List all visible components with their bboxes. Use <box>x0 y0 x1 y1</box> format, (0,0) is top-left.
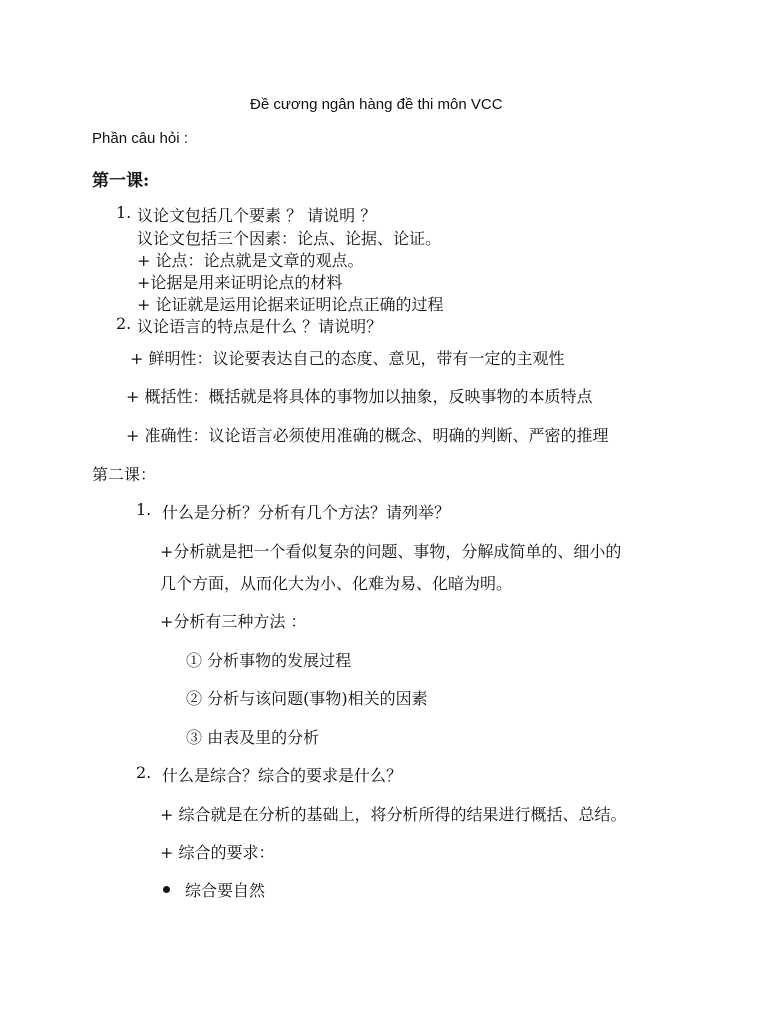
lesson2-method-item: ③ 由表及里的分析 <box>186 728 320 747</box>
lesson2-q2-question: 什么是综合？综合的要求是什么？ <box>162 766 403 785</box>
lesson2-method-item: ① 分析事物的发展过程 <box>186 651 352 670</box>
lesson2-q2-number: 2. <box>136 763 152 782</box>
lesson2-q2-answer-line: + 综合就是在分析的基础上，将分析所得的结果进行概括、总结。 <box>160 805 627 824</box>
lesson1-q1-question: 议论文包括几个要素 ？ 请说明 ？ <box>137 206 377 225</box>
lesson1-q2-answer-line: + 准确性：议论语言必须使用准确的概念、明确的判断、严密的推理 <box>126 426 609 445</box>
document-title: Đề cương ngân hàng đề thi môn VCC <box>250 96 503 113</box>
lesson1-q1-number: 1. <box>116 203 132 222</box>
lesson2-bullet-item: 综合要自然 <box>185 881 266 900</box>
lesson1-q1-answer-line: + 论证就是运用论据来证明论点正确的过程 <box>137 295 444 314</box>
lesson2-method-item: ② 分析与该问题(事物)相关的因素 <box>186 689 428 708</box>
lesson1-q1-answer-line: + 论点：论点就是文章的观点。 <box>137 251 364 270</box>
lesson2-q1-answer-line: +分析有三种方法 ： <box>160 612 307 631</box>
lesson1-q2-number: 2. <box>116 314 132 333</box>
lesson1-q2-answer-line: + 概括性：概括就是将具体的事物加以抽象，反映事物的本质特点 <box>126 387 593 406</box>
lesson2-q1-number: 1. <box>136 500 152 519</box>
lesson2-q2-answer-line: + 综合的要求： <box>160 843 275 862</box>
lesson2-q1-answer-line: +分析就是把一个看似复杂的问题、事物，分解成简单的、细小的 <box>160 542 622 561</box>
lesson1-q2-answer-line: + 鲜明性：议论要表达自己的态度、意见，带有一定的主观性 <box>130 349 565 368</box>
lesson1-q1-answer-line: 议论文包括三个因素：论点、论据、论证。 <box>137 229 442 248</box>
lesson1-q1-answer-line: +论据是用来证明论点的材料 <box>137 273 343 292</box>
lesson1-heading: 第一课: <box>92 171 150 191</box>
bullet-icon <box>163 886 170 893</box>
section-label: Phần câu hỏi : <box>92 130 188 147</box>
lesson2-heading: 第二课： <box>92 465 157 484</box>
lesson2-q1-answer-line: 几个方面，从而化大为小、化难为易、化暗为明。 <box>160 574 513 593</box>
lesson2-q1-question: 什么是分析？分析有几个方法？请列举？ <box>162 503 451 522</box>
lesson1-q2-question: 议论语言的特点是什么 ？请说明？ <box>137 317 383 336</box>
